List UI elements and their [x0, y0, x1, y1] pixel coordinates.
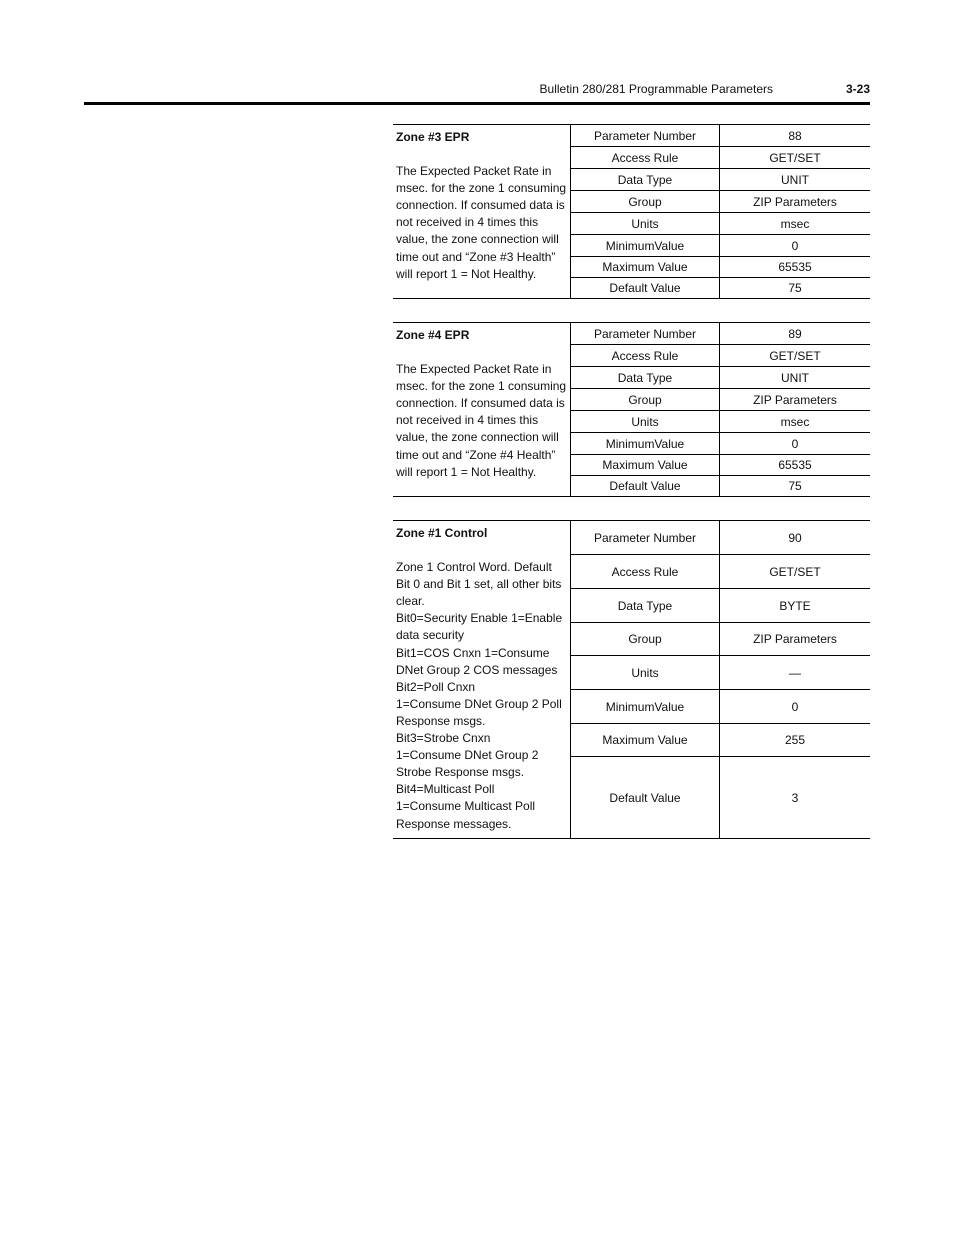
- table-row: [571, 235, 870, 257]
- attribute-value: 65535: [778, 458, 812, 472]
- table-row: [571, 589, 870, 623]
- attribute-value: 3: [791, 790, 799, 805]
- attribute-value: 0: [791, 699, 799, 714]
- table-row: [571, 521, 870, 555]
- table-row: [571, 623, 870, 656]
- attribute-label: Units: [571, 656, 720, 689]
- parameter-description: [393, 521, 571, 838]
- parameter-description: [393, 323, 571, 496]
- table-row: [571, 656, 870, 690]
- attribute-value: 0: [791, 238, 799, 253]
- attribute-label: Maximum Value: [571, 257, 720, 277]
- attribute-value: 89: [788, 326, 802, 341]
- attribute-label: Data Type: [571, 169, 720, 190]
- attribute-label: Group: [571, 623, 720, 655]
- table-row: [571, 147, 870, 169]
- table-row: [571, 757, 870, 838]
- attribute-label: MinimumValue: [571, 235, 720, 256]
- attribute-value: GET/SET: [769, 564, 821, 579]
- attribute-value: —: [789, 665, 801, 680]
- parameter-title: Zone #1 Control: [396, 526, 488, 540]
- attribute-label: Maximum Value: [571, 455, 720, 475]
- table-row: [571, 257, 870, 278]
- attribute-value: 75: [788, 281, 802, 295]
- attribute-value: 75: [788, 479, 802, 493]
- parameter-description: [393, 125, 571, 298]
- running-header-title: Bulletin 280/281 Programmable Parameters: [539, 82, 773, 96]
- attribute-label: Units: [571, 411, 720, 432]
- attribute-value: ZIP Parameters: [753, 194, 837, 209]
- attribute-label: Maximum Value: [571, 724, 720, 756]
- parameter-attributes: [571, 521, 870, 838]
- page-header: [84, 80, 870, 98]
- attribute-label: Parameter Number: [571, 125, 720, 146]
- attribute-label: Access Rule: [571, 345, 720, 366]
- parameter-table-zone4-epr: [393, 322, 870, 497]
- table-row: [571, 213, 870, 235]
- attribute-value: 65535: [778, 260, 812, 274]
- attribute-value: ZIP Parameters: [753, 632, 837, 646]
- attribute-label: Access Rule: [571, 147, 720, 168]
- attribute-label: MinimumValue: [571, 433, 720, 454]
- parameter-description-text: The Expected Packet Rate in msec. for the zone 1 consuming connection. If consumed data is not received in 4 times this value, the zone connection will time out and “Zone #3 Health” will report 1 = Not Healthy.: [396, 164, 567, 281]
- table-row: [571, 345, 870, 367]
- attribute-value: msec: [780, 414, 810, 429]
- table-row: [571, 555, 870, 589]
- attribute-label: Parameter Number: [571, 323, 720, 344]
- attribute-label: Data Type: [571, 589, 720, 622]
- attribute-value: GET/SET: [769, 150, 821, 165]
- attribute-label: Parameter Number: [571, 521, 720, 554]
- attribute-value: msec: [780, 216, 810, 231]
- attribute-label: Default Value: [571, 757, 720, 838]
- attribute-value: 0: [791, 436, 799, 451]
- table-row: [571, 690, 870, 724]
- attribute-label: Default Value: [571, 476, 720, 496]
- attribute-label: Group: [571, 389, 720, 410]
- attribute-label: Default Value: [571, 278, 720, 298]
- table-row: [571, 476, 870, 496]
- attribute-value: 255: [784, 733, 806, 747]
- attribute-value: ZIP Parameters: [753, 392, 837, 407]
- parameter-description-text: Zone 1 Control Word. Default Bit 0 and Bit 1 set, all other bits clear. Bit0=Security Enable 1=Enable data security Bit1=COS Cnxn 1=Consume DNet Group 2 COS messages Bit2=Poll Cnxn 1=Consume DNet Group 2 Poll Response msgs. Bit3=Strobe Cnxn 1=Consume DNet Group 2 Strobe Response msgs. Bit4=Multicast Poll 1=Consume Multicast Poll Response messages.: [396, 560, 563, 831]
- table-row: [571, 278, 870, 298]
- attribute-label: Units: [571, 213, 720, 234]
- attribute-value: UNIT: [781, 370, 809, 385]
- header-rule: [84, 102, 870, 105]
- table-row: [571, 125, 870, 147]
- parameter-attributes: [571, 125, 870, 298]
- attribute-label: Group: [571, 191, 720, 212]
- page-number: 3-23: [845, 82, 870, 96]
- table-row: [571, 411, 870, 433]
- table-row: [571, 455, 870, 476]
- parameter-table-zone3-epr: [393, 124, 870, 299]
- attribute-value: GET/SET: [769, 348, 821, 363]
- parameter-attributes: [571, 323, 870, 496]
- attribute-value: 88: [788, 128, 802, 143]
- table-row: [571, 323, 870, 345]
- table-row: [571, 169, 870, 191]
- table-row: [571, 367, 870, 389]
- attribute-value: UNIT: [781, 172, 809, 187]
- attribute-label: Data Type: [571, 367, 720, 388]
- attribute-value: 90: [788, 530, 802, 545]
- attribute-label: Access Rule: [571, 555, 720, 588]
- attribute-value: BYTE: [779, 598, 811, 613]
- parameter-table-zone1-control: [393, 520, 870, 839]
- parameter-description-text: The Expected Packet Rate in msec. for the zone 1 consuming connection. If consumed data is not received in 4 times this value, the zone connection will time out and “Zone #4 Health” will report 1 = Not Healthy.: [396, 362, 567, 479]
- parameter-title: Zone #3 EPR: [396, 130, 470, 144]
- attribute-label: MinimumValue: [571, 690, 720, 723]
- table-row: [571, 191, 870, 213]
- table-row: [571, 389, 870, 411]
- table-row: [571, 724, 870, 757]
- parameter-title: Zone #4 EPR: [396, 328, 470, 342]
- table-row: [571, 433, 870, 455]
